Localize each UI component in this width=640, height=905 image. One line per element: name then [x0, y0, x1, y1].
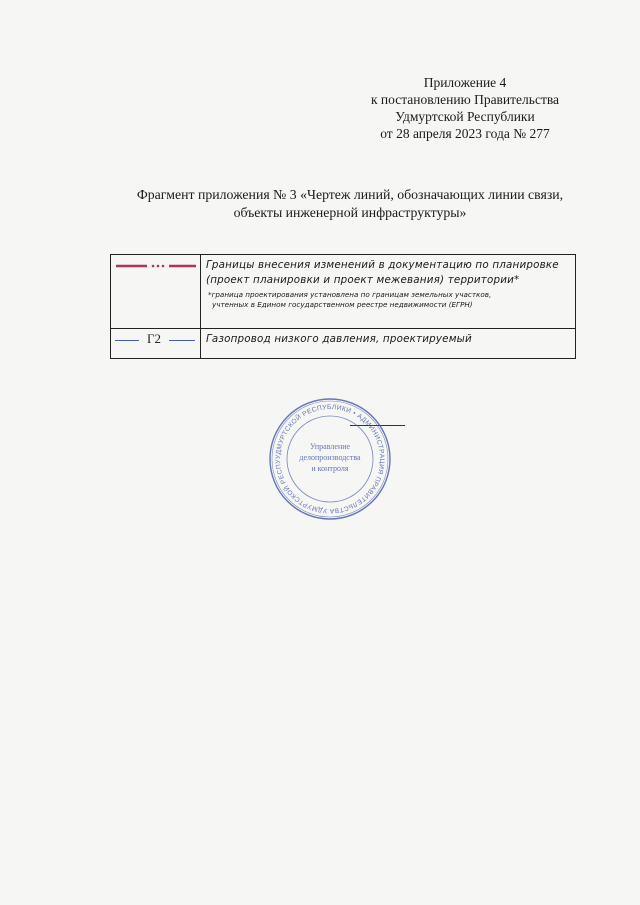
legend-symbol-cell [111, 255, 201, 329]
legend-description-cell [201, 255, 576, 329]
boundary-line-symbol [111, 255, 200, 321]
pipeline-line-left [115, 340, 139, 341]
legend-table [110, 254, 576, 359]
appendix-number: Приложение 4 [423, 75, 507, 90]
legend-description-cell [201, 329, 576, 359]
svg-text:и контроля: и контроля [311, 464, 349, 473]
title-line-2: объекты инженерной инфраструктуры» [233, 205, 467, 220]
boundary-description-line-1: Границы внесения изменений в документацию по планировке [206, 259, 559, 271]
footnote-line-1: *граница проектирования установлена по границам земельных участков, [208, 290, 492, 299]
footnote-line-2: учтенных в Едином государственном реестре недвижимости (ЕГРН) [212, 300, 473, 309]
official-seal [268, 397, 392, 521]
boundary-footnote [206, 290, 571, 310]
title-line-1: Фрагмент приложения № 3 «Чертеж линий, обозначающих линии связи, [136, 187, 564, 202]
gas-pipeline-symbol [111, 329, 200, 351]
appendix-resolution: к постановлению Правительства [370, 92, 560, 107]
appendix-date: от 28 апреля 2023 года № 277 [380, 126, 550, 141]
appendix-region: Удмуртской Республики [395, 109, 535, 124]
document-title [60, 186, 640, 222]
dash-dot-line-icon [115, 262, 197, 270]
pipeline-code: Г2 [146, 331, 161, 346]
legend-symbol-cell [111, 329, 201, 359]
svg-text:УДМУРТСКОЙ РЕСПУБЛИКИ • АДМИНИ: УДМУРТСКОЙ РЕСПУБЛИКИ • АДМИНИСТРАЦИЯ ПРАВИТЕЛЬСТВА УДМУРТСКОЙ РЕСПУ [274, 403, 386, 515]
appendix-header [330, 74, 600, 142]
svg-text:делопроизводства: делопроизводства [299, 453, 361, 462]
boundary-description-line-2: (проект планировки и проект межевания) территории* [206, 274, 520, 286]
legend-row-gas-pipeline [111, 329, 576, 359]
gas-pipeline-description: Газопровод низкого давления, проектируемый [206, 333, 472, 345]
pipeline-line-right [169, 340, 195, 341]
svg-text:Управление: Управление [309, 442, 351, 451]
legend-row-boundary [111, 255, 576, 329]
seal-icon [268, 397, 392, 521]
